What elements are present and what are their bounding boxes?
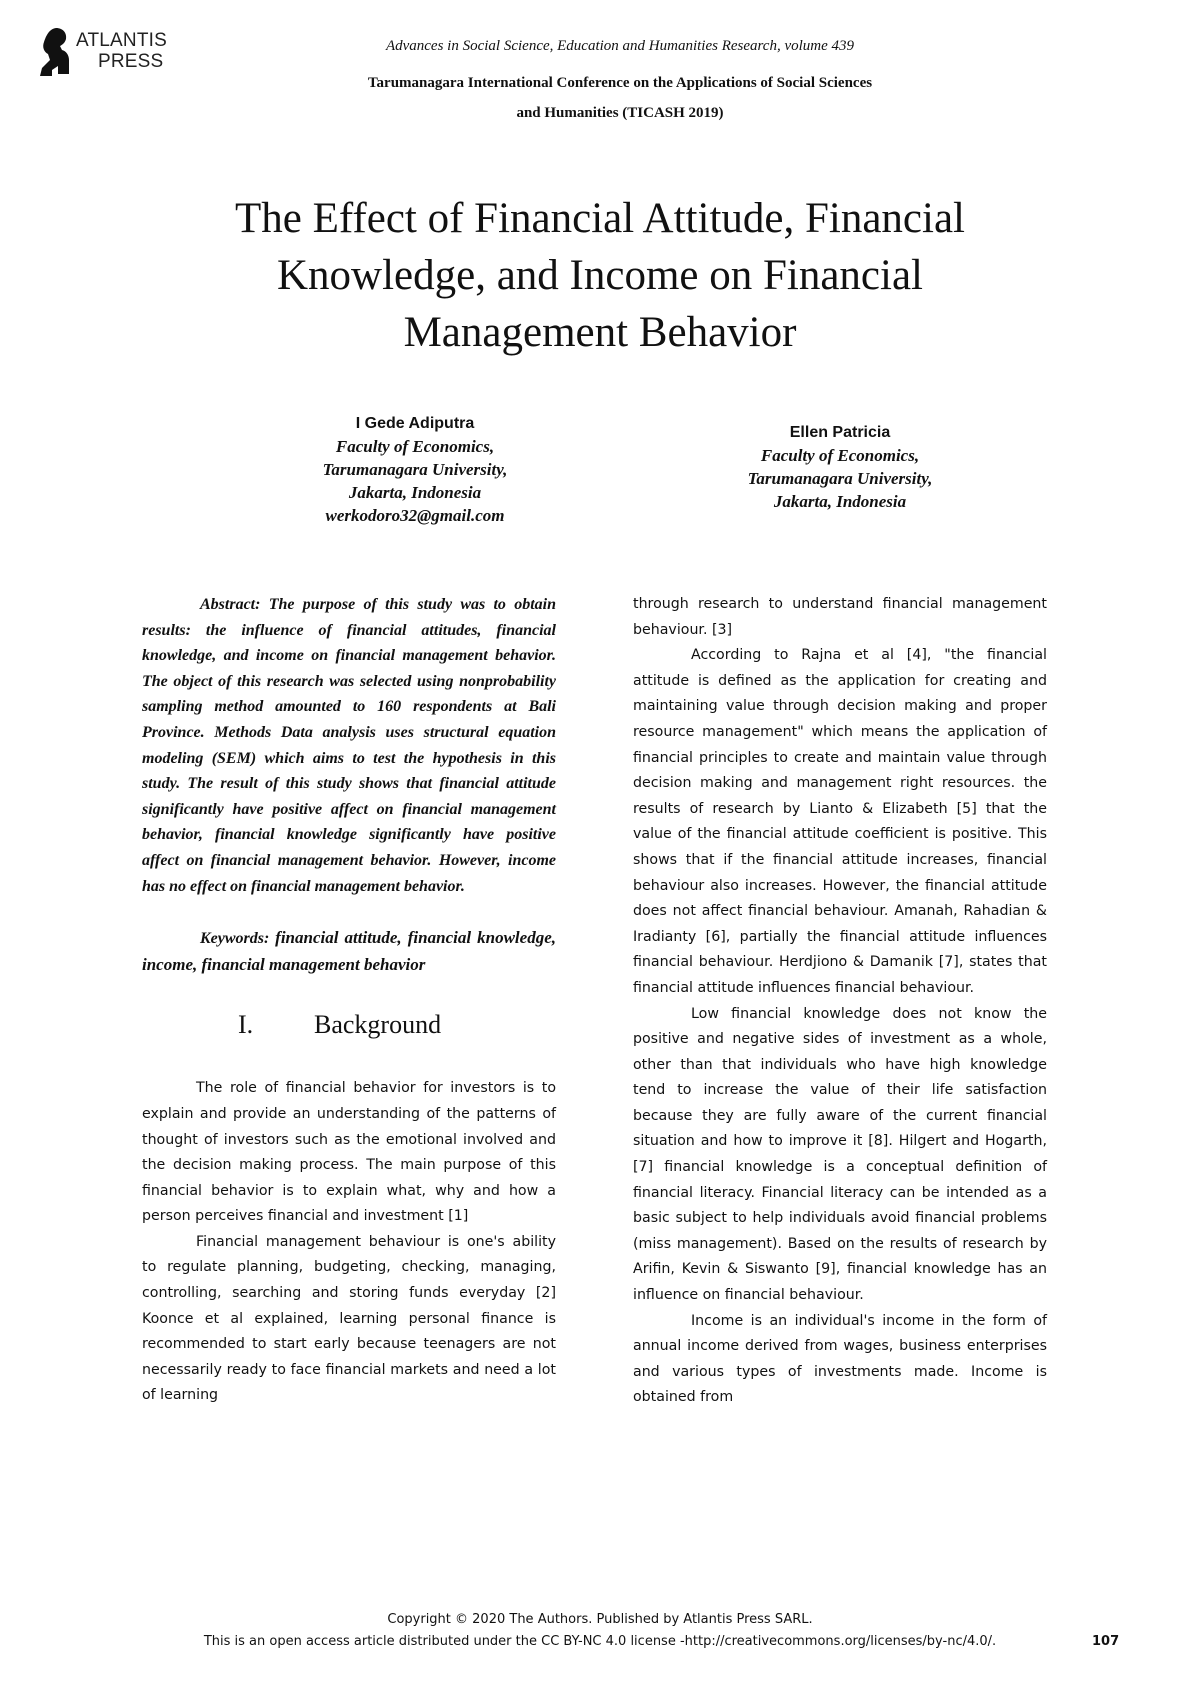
- logo-text-line2: PRESS: [98, 51, 164, 72]
- copyright-notice: Copyright © 2020 The Authors. Published by Atlantis Press SARL.: [387, 1612, 813, 1627]
- title-line-1: The Effect of Financial Attitude, Financial: [235, 195, 965, 242]
- thinker-silhouette-icon: [36, 26, 72, 78]
- author-block-2: [675, 421, 1005, 513]
- body-paragraph: Income is an individual's income in the form of annual income derived from wages, business enterprises and various types of investments made. Income is obtained from: [633, 1312, 1047, 1406]
- left-column: [142, 592, 556, 1409]
- author-affiliation: Jakarta, Indonesia: [773, 492, 907, 511]
- paper-title: [150, 190, 1050, 361]
- body-paragraph: According to Rajna et al [4], "the financial attitude is defined as the application for creating and maintaining value through decision making and proper resource management" which means the application of financial principles to create and maintain value through decision making and management right resources. the results of research by Lianto & Elizabeth [5] that the value of the financial attitude coefficient is positive. This shows that if the financial attitude increases, financial behaviour also increases. However, the financial attitude does not affect financial behaviour. Amanah, Rahadian & Iradianty [6], partially the financial attitude influences financial behaviour. Herdjiono & Damanik [7], states that financial attitude influences financial behaviour.: [633, 647, 1047, 996]
- author-name: Ellen Patricia: [789, 424, 891, 441]
- author-affiliation: Faculty of Economics,: [760, 446, 920, 465]
- right-column: [633, 592, 1047, 1411]
- conference-line-1: Tarumanagara International Conference on the Applications of Social Sciences: [367, 75, 873, 91]
- title-line-2: Knowledge, and Income on Financial: [276, 252, 923, 299]
- author-name: I Gede Adiputra: [355, 415, 475, 432]
- conference-line-2: and Humanities (TICASH 2019): [516, 105, 724, 121]
- author-affiliation: Faculty of Economics,: [335, 437, 495, 456]
- keywords-text: financial attitude, financial knowledge, income, financial management behavior: [142, 928, 556, 974]
- publisher-logo: [36, 24, 196, 84]
- journal-name: Advances in Social Science, Education and Humanities Research, volume 439: [385, 38, 855, 54]
- keywords-label: Keywords:: [200, 930, 270, 948]
- logo-text-line1: ATLANTIS: [76, 30, 167, 51]
- body-paragraph: Low financial knowledge does not know the positive and negative sides of investment as a whole, other than that individuals who have high knowledge tend to increase the value of their life satisfaction because they are fully aware of the current financial situation and how to improve it [8]. Hilgert and Hogarth,[7] financial knowledge is a conceptual definition of financial literacy. Financial literacy can be intended as a basic subject to help individuals avoid financial problems (miss management). Based on the results of research by Arifin, Kevin & Siswanto [9], financial knowledge has an influence on financial behaviour.: [633, 1005, 1047, 1304]
- author-affiliation: Tarumanagara University,: [747, 469, 933, 488]
- section-title: Background: [314, 1010, 442, 1040]
- author-block-1: [250, 412, 580, 527]
- section-heading: [142, 1008, 556, 1042]
- title-line-3: Management Behavior: [403, 309, 797, 356]
- body-paragraph-continued: through research to understand financial management behaviour. [3]: [633, 596, 1047, 638]
- license-notice: This is an open access article distributed under the CC BY-NC 4.0 license -http://creativecommons.org/licenses/by-nc/4.0/.: [203, 1634, 997, 1649]
- section-number: I.: [238, 1010, 254, 1040]
- abstract: Abstract: The purpose of this study was to obtain results: the influence of financial attitudes, financial knowledge, and income on financial management behavior. The object of this research was selected using nonprobability sampling method amounted to 160 respondents at Bali Province. Methods Data analysis uses structural equation modeling (SEM) which aims to test the hypothesis in this study. The result of this study shows that financial attitude significantly have positive affect on financial management behavior, financial knowledge significantly have positive affect on financial management behavior. However, income has no effect on financial management behavior.: [142, 596, 556, 895]
- author-affiliation: Tarumanagara University,: [322, 460, 508, 479]
- keywords: [142, 925, 556, 978]
- page-number: 107: [1092, 1634, 1120, 1649]
- author-affiliation: Jakarta, Indonesia: [348, 483, 482, 502]
- body-paragraph: Financial management behaviour is one's ability to regulate planning, budgeting, checking, managing, controlling, searching and storing funds everyday [2] Koonce et al explained, learning personal finance is recommended to start early because teenagers are not necessarily ready to face financial markets and need a lot of learning: [142, 1233, 556, 1404]
- conference-name: [250, 68, 990, 128]
- body-paragraph: The role of financial behavior for investors is to explain and provide an understanding of the patterns of thought of investors such as the emotional involved and the decision making process. The main purpose of this financial behavior is to explain what, why and how a person perceives financial and investment [1]: [142, 1080, 556, 1225]
- author-email: werkodoro32@gmail.com: [325, 506, 505, 525]
